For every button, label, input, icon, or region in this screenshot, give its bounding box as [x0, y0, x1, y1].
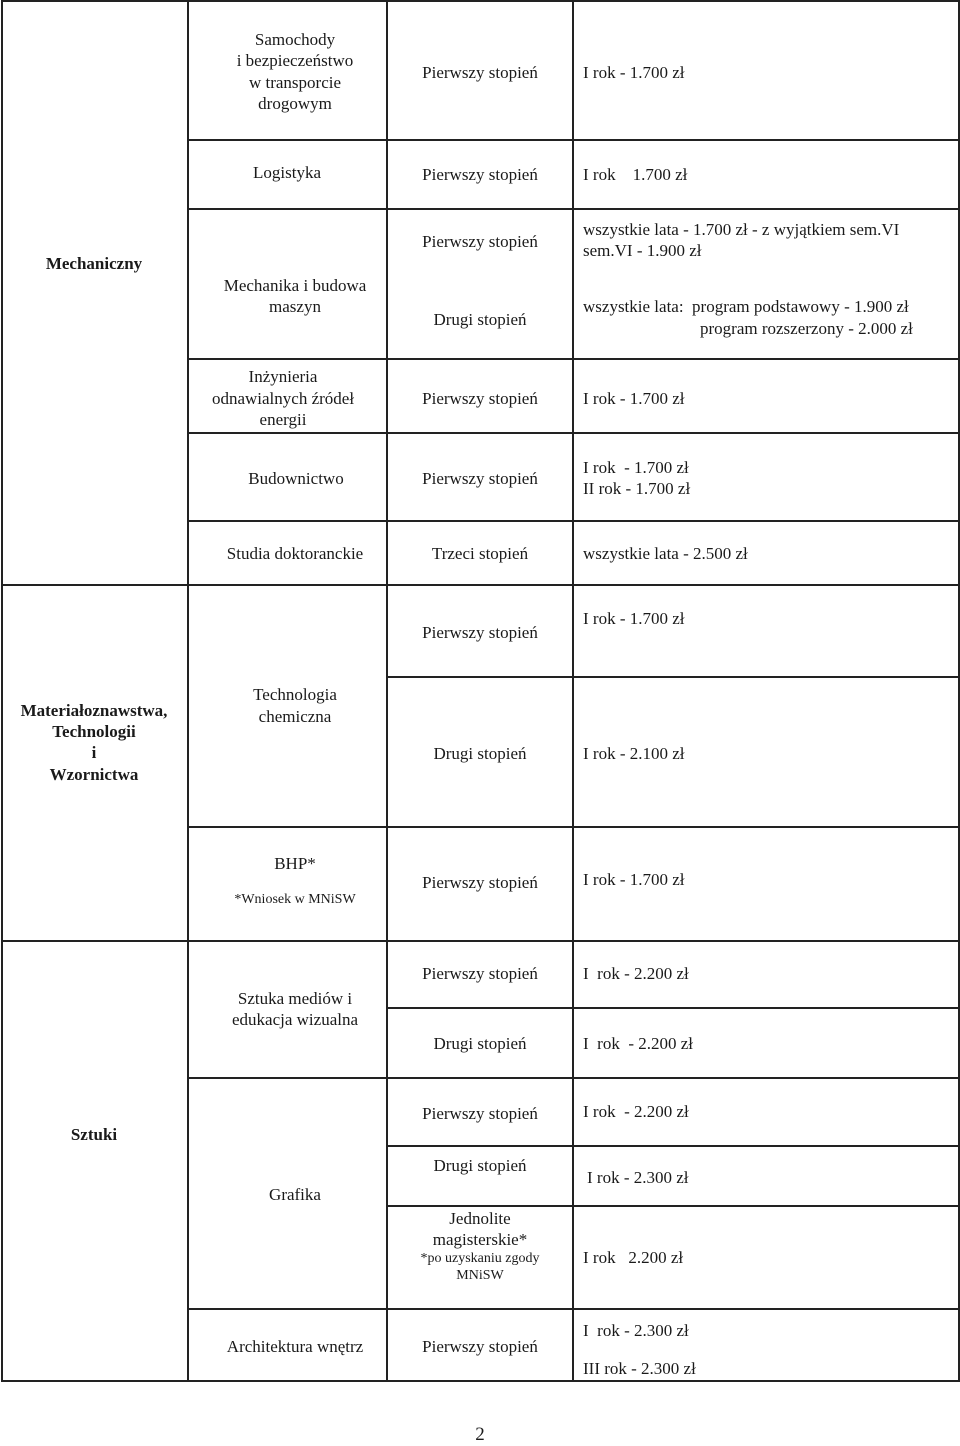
program-name: Inżynieria [248, 367, 318, 386]
row-divider [187, 1308, 960, 1310]
study-level-note: *po uzyskaniu zgody [420, 1251, 540, 1266]
study-level: Pierwszy stopień [422, 1337, 538, 1356]
row-divider [1, 940, 960, 942]
program-name: Logistyka [253, 163, 321, 182]
program-name: Technologia [253, 685, 337, 704]
row-divider [386, 1007, 960, 1009]
fee-value: wszystkie lata - 2.500 zł [583, 544, 748, 563]
program-name: energii [259, 410, 307, 429]
study-level: magisterskie* [432, 1230, 528, 1249]
fee-value: I rok - 2.200 zł [583, 1034, 694, 1053]
study-level: Drugi stopień [433, 744, 527, 763]
row-divider [187, 358, 960, 360]
program-name: Sztuka mediów i [237, 989, 353, 1008]
fee-value: I rok - 1.700 zł [583, 63, 685, 82]
row-divider [187, 432, 960, 434]
program-note: *Wniosek w MNiSW [234, 892, 356, 907]
faculty-name: Sztuki [70, 1125, 118, 1144]
row-divider [187, 520, 960, 522]
study-level: Jednolite [449, 1209, 511, 1228]
program-name: maszyn [269, 297, 321, 316]
fee-value: I rok 2.200 zł [583, 1248, 684, 1267]
program-name: drogowym [258, 94, 332, 113]
row-divider [386, 676, 960, 678]
study-level: Drugi stopień [433, 1156, 527, 1175]
fee-value: sem.VI - 1.900 zł [583, 241, 702, 260]
fee-value: I rok - 1.700 zł [583, 609, 685, 628]
fee-value: I rok - 2.200 zł [583, 964, 689, 983]
fee-value: wszystkie lata: program podstawowy - 1.900 zł [583, 297, 909, 316]
table-border [1, 0, 3, 1382]
row-divider [1, 584, 960, 586]
fee-value: program rozszerzony - 2.000 zł [700, 319, 913, 338]
fee-value: I rok - 2.200 zł [583, 1102, 689, 1121]
study-level: Pierwszy stopień [422, 232, 538, 251]
program-name: chemiczna [258, 707, 332, 726]
program-name: Budownictwo [248, 469, 344, 488]
study-level: Drugi stopień [433, 310, 527, 329]
program-name: BHP* [274, 854, 316, 873]
faculty-name: i [91, 743, 97, 762]
fee-value: I rok - 2.300 zł [587, 1168, 689, 1187]
study-level: Drugi stopień [433, 1034, 527, 1053]
program-name: odnawialnych źródeł [211, 389, 355, 408]
row-divider [386, 1205, 960, 1207]
faculty-name: Mechaniczny [45, 254, 143, 273]
fee-value: I rok - 1.700 zł [583, 458, 689, 477]
study-level: Pierwszy stopień [422, 469, 538, 488]
study-level: Pierwszy stopień [422, 964, 538, 983]
study-level: Pierwszy stopień [422, 873, 538, 892]
row-divider [386, 1145, 960, 1147]
study-level: Pierwszy stopień [422, 1104, 538, 1123]
program-name: Studia doktoranckie [226, 544, 364, 563]
fee-value: III rok - 2.300 zł [583, 1359, 696, 1378]
fee-value: I rok - 1.700 zł [583, 870, 685, 889]
faculty-name: Wzornictwa [49, 765, 139, 784]
program-name: Grafika [269, 1185, 321, 1204]
faculty-name: Technologii [52, 722, 136, 741]
row-divider [187, 208, 960, 210]
program-name: i bezpieczeństwo [236, 51, 354, 70]
study-level: Pierwszy stopień [422, 165, 538, 184]
table-border [1, 1380, 960, 1382]
row-divider [187, 1077, 960, 1079]
row-divider [187, 826, 960, 828]
fee-value: I rok 1.700 zł [583, 165, 688, 184]
table-border [1, 0, 960, 2]
study-level: Trzeci stopień [431, 544, 529, 563]
faculty-name: Materiałoznawstwa, [20, 701, 168, 720]
program-name: Samochody [254, 30, 336, 49]
fee-value: I rok - 2.100 zł [583, 744, 685, 763]
study-level: Pierwszy stopień [422, 63, 538, 82]
study-level-note: MNiSW [456, 1268, 504, 1283]
program-name: Architektura wnętrz [226, 1337, 364, 1356]
study-level: Pierwszy stopień [422, 623, 538, 642]
program-name: w transporcie [248, 73, 342, 92]
fee-value: wszystkie lata - 1.700 zł - z wyjątkiem sem.VI [583, 220, 900, 239]
program-name: edukacja wizualna [231, 1010, 359, 1029]
fee-value: I rok - 2.300 zł [583, 1321, 689, 1340]
fee-value: I rok - 1.700 zł [583, 389, 685, 408]
page-number: 2 [475, 1424, 485, 1445]
program-name: Mechanika i budowa [223, 276, 367, 295]
fee-value: II rok - 1.700 zł [583, 479, 691, 498]
row-divider [187, 139, 960, 141]
study-level: Pierwszy stopień [422, 389, 538, 408]
